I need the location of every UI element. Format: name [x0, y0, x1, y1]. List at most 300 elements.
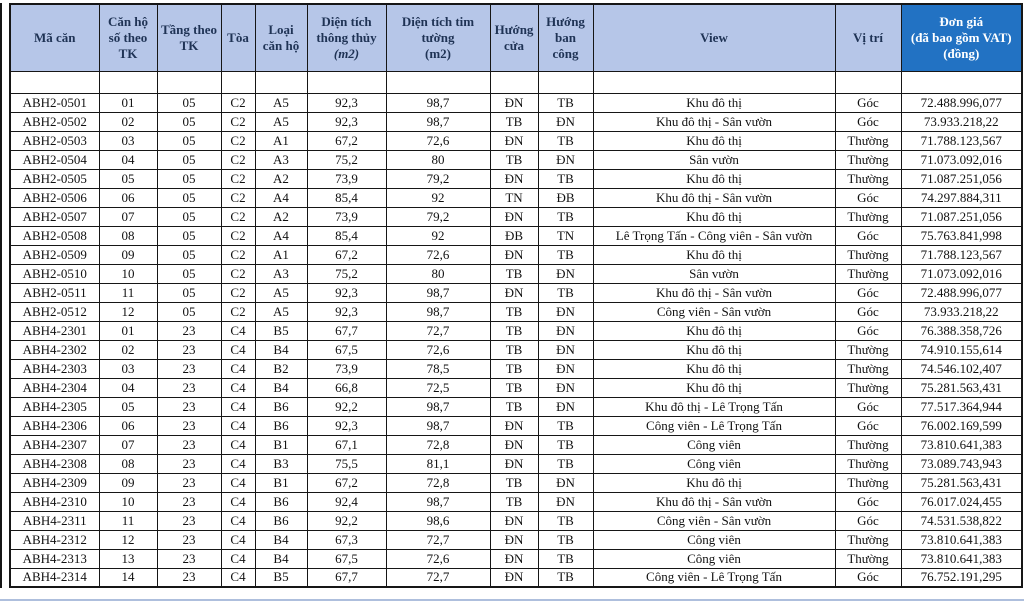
column-header-line: (m2)	[333, 45, 360, 61]
cell-huong-ban-cong: TB	[538, 454, 593, 473]
cell-toa: C2	[221, 169, 255, 188]
cell-tang-theo-tk: 05	[157, 245, 221, 264]
cell-ma-can: ABH2-0510	[10, 264, 99, 283]
cell-tang-theo-tk: 23	[157, 435, 221, 454]
cell-view: Công viên	[593, 435, 835, 454]
cell-can-ho-so-theo-tk: 01	[99, 93, 157, 112]
cell-tang-theo-tk: 23	[157, 511, 221, 530]
cell-loai-can-ho: A5	[255, 93, 307, 112]
cell-dien-tich-tim-tuong: 92	[386, 188, 490, 207]
cell-huong-ban-cong: TB	[538, 283, 593, 302]
column-header-dien-tich-thong-thuy	[307, 4, 386, 71]
cell-huong-cua: ĐN	[490, 283, 538, 302]
cell-tang-theo-tk: 23	[157, 378, 221, 397]
cell-can-ho-so-theo-tk: 09	[99, 245, 157, 264]
cell-ma-can: ABH2-0503	[10, 131, 99, 150]
cell-dien-tich-thong-thuy: 67,7	[307, 321, 386, 340]
cell-dien-tich-thong-thuy: 73,9	[307, 169, 386, 188]
cell-toa: C2	[221, 150, 255, 169]
cell-vi-tri: Thường	[835, 378, 901, 397]
table-row	[10, 397, 1022, 416]
left-gridline-divider	[0, 3, 2, 588]
cell-huong-cua: TB	[490, 264, 538, 283]
cell-view: Khu đô thị	[593, 131, 835, 150]
cell-loai-can-ho: B4	[255, 378, 307, 397]
cell-can-ho-so-theo-tk: 11	[99, 283, 157, 302]
cell-ma-can: ABH4-2307	[10, 435, 99, 454]
cell-toa: C4	[221, 359, 255, 378]
cell-can-ho-so-theo-tk: 06	[99, 188, 157, 207]
cell-tang-theo-tk: 05	[157, 226, 221, 245]
cell-ma-can: ABH4-2301	[10, 321, 99, 340]
cell-don-gia: 71.788.123,567	[901, 131, 1022, 150]
cell-ma-can: ABH4-2309	[10, 473, 99, 492]
column-header-toa	[221, 4, 255, 71]
cell-vi-tri: Góc	[835, 112, 901, 131]
cell-dien-tich-thong-thuy: 67,2	[307, 473, 386, 492]
cell-huong-cua: ĐN	[490, 131, 538, 150]
table-row	[10, 568, 1022, 587]
cell-huong-cua: TB	[490, 340, 538, 359]
cell-view: Khu đô thị	[593, 207, 835, 226]
cell-dien-tich-thong-thuy: 92,2	[307, 511, 386, 530]
cell-don-gia: 76.752.191,295	[901, 568, 1022, 587]
cell-huong-cua: TB	[490, 359, 538, 378]
cell-ma-can: ABH2-0507	[10, 207, 99, 226]
cell-dien-tich-tim-tuong: 98,7	[386, 397, 490, 416]
cell-can-ho-so-theo-tk: 08	[99, 226, 157, 245]
cell-don-gia: 76.017.024,455	[901, 492, 1022, 511]
cell-vi-tri: Thường	[835, 245, 901, 264]
empty-cell-ma-can	[10, 71, 99, 93]
column-header-huong-cua	[490, 4, 538, 71]
cell-vi-tri: Thường	[835, 131, 901, 150]
cell-vi-tri: Thường	[835, 340, 901, 359]
cell-don-gia: 71.073.092,016	[901, 264, 1022, 283]
cell-loai-can-ho: A1	[255, 245, 307, 264]
cell-dien-tich-tim-tuong: 81,1	[386, 454, 490, 473]
cell-don-gia: 72.488.996,077	[901, 283, 1022, 302]
cell-can-ho-so-theo-tk: 05	[99, 397, 157, 416]
cell-can-ho-so-theo-tk: 03	[99, 131, 157, 150]
cell-don-gia: 72.488.996,077	[901, 93, 1022, 112]
cell-tang-theo-tk: 23	[157, 321, 221, 340]
table-row	[10, 264, 1022, 283]
cell-toa: C2	[221, 207, 255, 226]
cell-huong-ban-cong: TB	[538, 207, 593, 226]
cell-can-ho-so-theo-tk: 06	[99, 416, 157, 435]
apartment-price-table	[9, 3, 1023, 588]
table-row	[10, 150, 1022, 169]
table-row	[10, 283, 1022, 302]
column-header-line: Diện tích thông thủy	[316, 13, 377, 45]
cell-ma-can: ABH4-2304	[10, 378, 99, 397]
table-row	[10, 340, 1022, 359]
cell-dien-tich-thong-thuy: 67,5	[307, 549, 386, 568]
cell-huong-cua: ĐN	[490, 435, 538, 454]
cell-huong-cua: TB	[490, 302, 538, 321]
cell-vi-tri: Thường	[835, 169, 901, 188]
cell-ma-can: ABH2-0509	[10, 245, 99, 264]
empty-cell-huong-ban-cong	[538, 71, 593, 93]
cell-dien-tich-thong-thuy: 67,1	[307, 435, 386, 454]
cell-dien-tich-thong-thuy: 85,4	[307, 226, 386, 245]
cell-loai-can-ho: B2	[255, 359, 307, 378]
cell-toa: C4	[221, 511, 255, 530]
cell-view: Công viên	[593, 454, 835, 473]
table-row	[10, 359, 1022, 378]
cell-don-gia: 74.297.884,311	[901, 188, 1022, 207]
column-header-line: Tầng theo TK	[161, 21, 217, 53]
cell-dien-tich-thong-thuy: 67,2	[307, 245, 386, 264]
cell-vi-tri: Góc	[835, 302, 901, 321]
cell-huong-cua: ĐN	[490, 207, 538, 226]
cell-dien-tich-tim-tuong: 72,6	[386, 549, 490, 568]
cell-ma-can: ABH2-0501	[10, 93, 99, 112]
cell-dien-tich-thong-thuy: 75,2	[307, 150, 386, 169]
cell-huong-cua: ĐN	[490, 416, 538, 435]
cell-don-gia: 76.388.358,726	[901, 321, 1022, 340]
cell-toa: C4	[221, 435, 255, 454]
cell-ma-can: ABH4-2312	[10, 530, 99, 549]
column-header-dien-tich-tim-tuong	[386, 4, 490, 71]
cell-ma-can: ABH2-0511	[10, 283, 99, 302]
cell-tang-theo-tk: 05	[157, 207, 221, 226]
cell-huong-ban-cong: ĐN	[538, 321, 593, 340]
cell-toa: C4	[221, 378, 255, 397]
cell-ma-can: ABH2-0502	[10, 112, 99, 131]
cell-dien-tich-thong-thuy: 73,9	[307, 359, 386, 378]
cell-tang-theo-tk: 23	[157, 454, 221, 473]
cell-huong-ban-cong: ĐN	[538, 340, 593, 359]
cell-huong-ban-cong: ĐN	[538, 150, 593, 169]
cell-loai-can-ho: B6	[255, 511, 307, 530]
cell-dien-tich-tim-tuong: 78,5	[386, 359, 490, 378]
cell-dien-tich-tim-tuong: 80	[386, 264, 490, 283]
cell-loai-can-ho: B4	[255, 549, 307, 568]
cell-view: Công viên - Lê Trọng Tấn	[593, 416, 835, 435]
cell-loai-can-ho: A5	[255, 283, 307, 302]
cell-ma-can: ABH4-2303	[10, 359, 99, 378]
cell-ma-can: ABH4-2302	[10, 340, 99, 359]
cell-loai-can-ho: B6	[255, 397, 307, 416]
cell-huong-ban-cong: TB	[538, 435, 593, 454]
cell-toa: C2	[221, 283, 255, 302]
cell-tang-theo-tk: 23	[157, 340, 221, 359]
cell-can-ho-so-theo-tk: 09	[99, 473, 157, 492]
cell-loai-can-ho: A5	[255, 112, 307, 131]
cell-ma-can: ABH4-2313	[10, 549, 99, 568]
cell-vi-tri: Góc	[835, 568, 901, 587]
cell-vi-tri: Thường	[835, 435, 901, 454]
cell-vi-tri: Góc	[835, 93, 901, 112]
cell-huong-ban-cong: ĐN	[538, 112, 593, 131]
column-header-vi-tri	[835, 4, 901, 71]
cell-vi-tri: Góc	[835, 226, 901, 245]
cell-dien-tich-tim-tuong: 72,8	[386, 473, 490, 492]
cell-toa: C2	[221, 302, 255, 321]
cell-tang-theo-tk: 05	[157, 188, 221, 207]
cell-dien-tich-tim-tuong: 80	[386, 150, 490, 169]
cell-loai-can-ho: B5	[255, 568, 307, 587]
cell-huong-cua: ĐN	[490, 245, 538, 264]
cell-don-gia: 73.810.641,383	[901, 530, 1022, 549]
cell-huong-cua: ĐB	[490, 226, 538, 245]
cell-dien-tich-tim-tuong: 72,7	[386, 321, 490, 340]
cell-can-ho-so-theo-tk: 01	[99, 321, 157, 340]
cell-loai-can-ho: B4	[255, 340, 307, 359]
bottom-gridline-divider	[0, 599, 1024, 601]
cell-huong-ban-cong: TB	[538, 245, 593, 264]
cell-toa: C2	[221, 245, 255, 264]
cell-dien-tich-thong-thuy: 73,9	[307, 207, 386, 226]
cell-loai-can-ho: B1	[255, 435, 307, 454]
cell-huong-cua: TN	[490, 188, 538, 207]
empty-cell-loai-can-ho	[255, 71, 307, 93]
table-row	[10, 112, 1022, 131]
table-row	[10, 131, 1022, 150]
cell-ma-can: ABH2-0512	[10, 302, 99, 321]
cell-tang-theo-tk: 05	[157, 131, 221, 150]
cell-huong-cua: TB	[490, 150, 538, 169]
cell-don-gia: 71.073.092,016	[901, 150, 1022, 169]
cell-don-gia: 73.933.218,22	[901, 112, 1022, 131]
cell-dien-tich-tim-tuong: 72,6	[386, 340, 490, 359]
column-header-view	[593, 4, 835, 71]
cell-dien-tich-thong-thuy: 67,3	[307, 530, 386, 549]
cell-huong-cua: TB	[490, 378, 538, 397]
cell-toa: C4	[221, 454, 255, 473]
cell-huong-cua: ĐN	[490, 93, 538, 112]
cell-don-gia: 73.089.743,943	[901, 454, 1022, 473]
column-header-line: Đơn giá	[939, 13, 984, 29]
header-row	[10, 4, 1022, 71]
cell-view: Khu đô thị - Sân vườn	[593, 188, 835, 207]
table-row	[10, 492, 1022, 511]
cell-loai-can-ho: A5	[255, 302, 307, 321]
cell-view: Công viên - Sân vườn	[593, 511, 835, 530]
cell-tang-theo-tk: 23	[157, 359, 221, 378]
cell-view: Lê Trọng Tấn - Công viên - Sân vườn	[593, 226, 835, 245]
cell-can-ho-so-theo-tk: 10	[99, 492, 157, 511]
cell-huong-ban-cong: TB	[538, 416, 593, 435]
cell-ma-can: ABH2-0505	[10, 169, 99, 188]
column-header-line: (đã bao gồm VAT)	[910, 29, 1012, 45]
cell-huong-ban-cong: ĐN	[538, 378, 593, 397]
cell-vi-tri: Góc	[835, 321, 901, 340]
cell-dien-tich-thong-thuy: 85,4	[307, 188, 386, 207]
empty-cell-dien-tich-tim-tuong	[386, 71, 490, 93]
cell-loai-can-ho: B4	[255, 530, 307, 549]
cell-view: Công viên - Lê Trọng Tấn	[593, 568, 835, 587]
cell-can-ho-so-theo-tk: 07	[99, 435, 157, 454]
table-row	[10, 321, 1022, 340]
cell-don-gia: 75.281.563,431	[901, 378, 1022, 397]
cell-view: Khu đô thị	[593, 340, 835, 359]
cell-tang-theo-tk: 23	[157, 416, 221, 435]
cell-huong-cua: TB	[490, 473, 538, 492]
cell-dien-tich-tim-tuong: 92	[386, 226, 490, 245]
cell-view: Công viên - Sân vườn	[593, 302, 835, 321]
cell-tang-theo-tk: 05	[157, 302, 221, 321]
cell-vi-tri: Góc	[835, 188, 901, 207]
cell-dien-tich-tim-tuong: 98,7	[386, 283, 490, 302]
table-header	[10, 4, 1022, 71]
table-row	[10, 245, 1022, 264]
cell-toa: C2	[221, 112, 255, 131]
cell-tang-theo-tk: 05	[157, 93, 221, 112]
cell-huong-ban-cong: ĐN	[538, 473, 593, 492]
cell-ma-can: ABH4-2308	[10, 454, 99, 473]
cell-toa: C4	[221, 549, 255, 568]
empty-cell-dien-tich-thong-thuy	[307, 71, 386, 93]
cell-view: Khu đô thị - Sân vườn	[593, 112, 835, 131]
column-header-line: (đồng)	[943, 45, 980, 61]
empty-cell-vi-tri	[835, 71, 901, 93]
empty-cell-tang-theo-tk	[157, 71, 221, 93]
cell-view: Khu đô thị - Sân vườn	[593, 283, 835, 302]
cell-don-gia: 71.788.123,567	[901, 245, 1022, 264]
cell-don-gia: 71.087.251,056	[901, 169, 1022, 188]
cell-toa: C4	[221, 492, 255, 511]
cell-don-gia: 75.763.841,998	[901, 226, 1022, 245]
cell-loai-can-ho: A1	[255, 131, 307, 150]
cell-loai-can-ho: A2	[255, 207, 307, 226]
cell-dien-tich-thong-thuy: 92,3	[307, 302, 386, 321]
cell-loai-can-ho: B5	[255, 321, 307, 340]
cell-huong-ban-cong: ĐN	[538, 397, 593, 416]
column-header-line: Diện tích tim tường	[401, 13, 475, 45]
cell-loai-can-ho: B6	[255, 492, 307, 511]
cell-ma-can: ABH4-2305	[10, 397, 99, 416]
cell-dien-tich-thong-thuy: 67,7	[307, 568, 386, 587]
empty-cell-don-gia	[901, 71, 1022, 93]
cell-ma-can: ABH2-0504	[10, 150, 99, 169]
cell-dien-tich-thong-thuy: 92,3	[307, 112, 386, 131]
cell-view: Khu đô thị	[593, 473, 835, 492]
cell-tang-theo-tk: 23	[157, 473, 221, 492]
cell-view: Sân vườn	[593, 264, 835, 283]
cell-tang-theo-tk: 05	[157, 169, 221, 188]
cell-loai-can-ho: A4	[255, 226, 307, 245]
column-header-can-ho-so-theo-tk	[99, 4, 157, 71]
table-row	[10, 416, 1022, 435]
cell-can-ho-so-theo-tk: 04	[99, 150, 157, 169]
cell-huong-cua: ĐN	[490, 549, 538, 568]
cell-toa: C2	[221, 226, 255, 245]
cell-dien-tich-tim-tuong: 98,7	[386, 93, 490, 112]
cell-toa: C4	[221, 340, 255, 359]
cell-tang-theo-tk: 05	[157, 264, 221, 283]
cell-view: Công viên	[593, 549, 835, 568]
cell-don-gia: 76.002.169,599	[901, 416, 1022, 435]
cell-can-ho-so-theo-tk: 02	[99, 340, 157, 359]
cell-toa: C4	[221, 397, 255, 416]
cell-can-ho-so-theo-tk: 12	[99, 530, 157, 549]
cell-dien-tich-thong-thuy: 75,5	[307, 454, 386, 473]
cell-toa: C2	[221, 188, 255, 207]
cell-vi-tri: Thường	[835, 530, 901, 549]
cell-tang-theo-tk: 05	[157, 112, 221, 131]
cell-huong-cua: ĐN	[490, 511, 538, 530]
cell-ma-can: ABH4-2314	[10, 568, 99, 587]
cell-can-ho-so-theo-tk: 12	[99, 302, 157, 321]
cell-tang-theo-tk: 23	[157, 530, 221, 549]
cell-dien-tich-tim-tuong: 72,7	[386, 568, 490, 587]
cell-loai-can-ho: A2	[255, 169, 307, 188]
cell-dien-tich-thong-thuy: 92,4	[307, 492, 386, 511]
cell-loai-can-ho: A3	[255, 264, 307, 283]
cell-dien-tich-tim-tuong: 98,7	[386, 416, 490, 435]
cell-can-ho-so-theo-tk: 05	[99, 169, 157, 188]
empty-cell-view	[593, 71, 835, 93]
cell-don-gia: 73.810.641,383	[901, 435, 1022, 454]
column-header-line: Vị trí	[853, 29, 883, 45]
cell-vi-tri: Thường	[835, 454, 901, 473]
cell-huong-cua: ĐN	[490, 169, 538, 188]
cell-don-gia: 74.531.538,822	[901, 511, 1022, 530]
cell-huong-ban-cong: ĐN	[538, 359, 593, 378]
cell-can-ho-so-theo-tk: 07	[99, 207, 157, 226]
table-row	[10, 435, 1022, 454]
table-row	[10, 207, 1022, 226]
empty-cell-can-ho-so-theo-tk	[99, 71, 157, 93]
column-header-line: Loại căn hộ	[262, 21, 300, 53]
cell-dien-tich-tim-tuong: 98,7	[386, 302, 490, 321]
cell-vi-tri: Góc	[835, 511, 901, 530]
column-header-don-gia	[901, 4, 1022, 71]
column-header-line: Mã căn	[33, 29, 76, 45]
cell-huong-ban-cong: TB	[538, 511, 593, 530]
cell-toa: C2	[221, 131, 255, 150]
cell-dien-tich-tim-tuong: 72,5	[386, 378, 490, 397]
cell-loai-can-ho: B6	[255, 416, 307, 435]
cell-huong-ban-cong: ĐB	[538, 188, 593, 207]
cell-toa: C2	[221, 264, 255, 283]
cell-huong-ban-cong: TB	[538, 93, 593, 112]
cell-can-ho-so-theo-tk: 08	[99, 454, 157, 473]
cell-loai-can-ho: A4	[255, 188, 307, 207]
cell-can-ho-so-theo-tk: 11	[99, 511, 157, 530]
cell-view: Khu đô thị	[593, 245, 835, 264]
cell-can-ho-so-theo-tk: 14	[99, 568, 157, 587]
cell-dien-tich-tim-tuong: 72,6	[386, 131, 490, 150]
cell-dien-tich-tim-tuong: 98,6	[386, 511, 490, 530]
cell-huong-ban-cong: TN	[538, 226, 593, 245]
cell-dien-tich-thong-thuy: 67,2	[307, 131, 386, 150]
cell-view: Khu đô thị	[593, 169, 835, 188]
column-header-tang-theo-tk	[157, 4, 221, 71]
cell-toa: C4	[221, 321, 255, 340]
cell-don-gia: 73.810.641,383	[901, 549, 1022, 568]
cell-toa: C2	[221, 93, 255, 112]
cell-vi-tri: Góc	[835, 397, 901, 416]
cell-huong-cua: ĐN	[490, 568, 538, 587]
cell-huong-cua: TB	[490, 112, 538, 131]
cell-ma-can: ABH2-0506	[10, 188, 99, 207]
cell-view: Công viên	[593, 530, 835, 549]
column-header-huong-ban-cong	[538, 4, 593, 71]
cell-can-ho-so-theo-tk: 03	[99, 359, 157, 378]
cell-dien-tich-tim-tuong: 79,2	[386, 169, 490, 188]
cell-view: Khu đô thị - Sân vườn	[593, 492, 835, 511]
table-row	[10, 169, 1022, 188]
empty-spacer-row	[10, 71, 1022, 93]
table-row	[10, 378, 1022, 397]
cell-ma-can: ABH4-2310	[10, 492, 99, 511]
cell-dien-tich-thong-thuy: 75,2	[307, 264, 386, 283]
cell-toa: C4	[221, 416, 255, 435]
